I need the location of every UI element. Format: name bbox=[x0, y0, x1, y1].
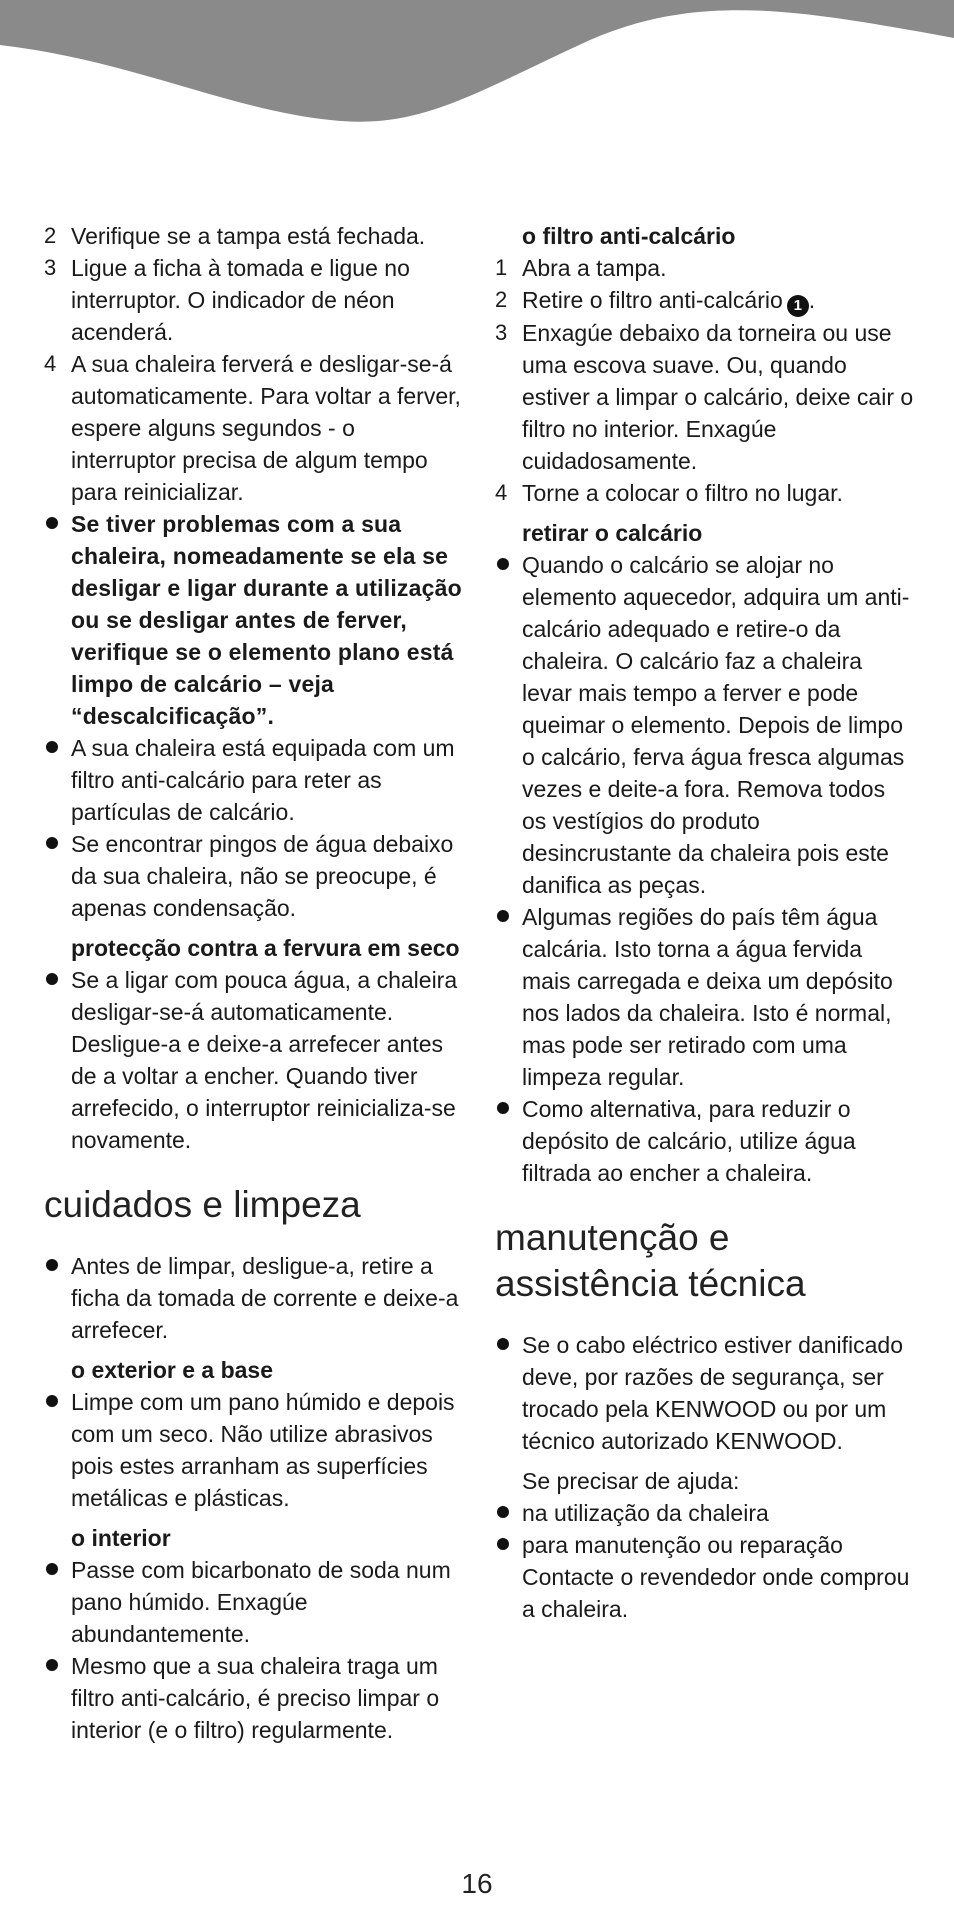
care-cleaning-heading: cuidados e limpeza bbox=[44, 1184, 361, 1225]
bullet-icon bbox=[495, 549, 522, 901]
list-item: Antes de limpar, desligue-a, retire a ficha da tomada de corrente e deixe-a arrefecer. bbox=[44, 1250, 464, 1346]
filter-step-1: 1 Abra a tampa. bbox=[495, 255, 667, 281]
list-item: Mesmo que a sua chaleira traga um filtro anti-calcário, é preciso limpar o interior (e o filtro) regularmente. bbox=[44, 1650, 464, 1746]
dry-boil-heading: protecção contra a fervura em seco bbox=[71, 935, 460, 961]
bullet-icon bbox=[44, 1386, 71, 1514]
left-column bbox=[44, 220, 464, 1746]
bullet-icon bbox=[495, 1529, 522, 1625]
list-item: A sua chaleira está equipada com um filtro anti-calcário para reter as partículas de calcário. bbox=[44, 732, 464, 828]
list-item: Se o cabo eléctrico estiver danificado deve, por razões de segurança, ser trocado pela KENWOOD ou por um técnico autorizado KENWOOD. bbox=[495, 1329, 915, 1457]
list-item: Como alternativa, para reduzir o depósito de calcário, utilize água filtrada ao encher a chaleira. bbox=[495, 1093, 915, 1189]
filter-heading: o filtro anti-calcário bbox=[522, 223, 736, 249]
help-intro: Se precisar de ajuda: bbox=[522, 1468, 740, 1494]
list-item: para manutenção ou reparação Contacte o revendedor onde comprou a chaleira. bbox=[495, 1529, 915, 1625]
bullet-icon bbox=[44, 1650, 71, 1746]
page-number: 16 bbox=[461, 1868, 493, 1899]
bullet-icon bbox=[44, 508, 71, 732]
filter-step-4: 4 Torne a colocar o filtro no lugar. bbox=[495, 480, 843, 506]
header-wave-decoration bbox=[0, 0, 954, 160]
bullet-icon bbox=[44, 964, 71, 1156]
interior-heading: o interior bbox=[71, 1525, 171, 1551]
list-item: Limpe com um pano húmido e depois com um seco. Não utilize abrasivos pois estes arranham as superfícies metálicas e plásticas. bbox=[44, 1386, 464, 1514]
step-2: 2 Verifique se a tampa está fechada. bbox=[44, 223, 426, 249]
filter-step-3: 3 Enxagúe debaixo da torneira ou use uma escova suave. Ou, quando estiver a limpar o calcário, deixe cair o filtro no interior. Enxagúe cuidadosamente. bbox=[495, 320, 914, 474]
list-item: Quando o calcário se alojar no elemento aquecedor, adquira um anti-calcário adequado e retire-o da chaleira. O calcário faz a chaleira levar mais tempo a ferver e pode queimar o elemento. Depois de limpo o calcário, ferva água fresca algumas vezes e deite-a fora. Remova todos os vestígios do produto desincrustante da chaleira pois este danifica as peças. bbox=[495, 549, 915, 901]
bullet-icon bbox=[44, 828, 71, 924]
bullet-icon bbox=[495, 1329, 522, 1457]
list-item: Se encontrar pingos de água debaixo da sua chaleira, não se preocupe, é apenas condensação. bbox=[44, 828, 464, 924]
step-4: 4 A sua chaleira ferverá e desligar-se-á automaticamente. Para voltar a ferver, espere alguns segundos - o interruptor precisa de algum tempo para reinicializar. bbox=[44, 351, 461, 505]
right-column bbox=[495, 220, 915, 1625]
step-3: 3 Ligue a ficha à tomada e ligue no interruptor. O indicador de néon acenderá. bbox=[44, 255, 410, 345]
bullet-icon bbox=[495, 1497, 522, 1529]
list-item: na utilização da chaleira bbox=[495, 1497, 915, 1529]
list-item: Se a ligar com pouca água, a chaleira desligar-se-á automaticamente. Desligue-a e deixe-a arrefecer antes de a voltar a encher. Quando tiver arrefecido, o interruptor reinicializa-se novamente. bbox=[44, 964, 464, 1156]
bullet-icon bbox=[495, 1093, 522, 1189]
bullet-icon bbox=[495, 901, 522, 1093]
exterior-heading: o exterior e a base bbox=[71, 1357, 273, 1383]
bullet-icon bbox=[44, 732, 71, 828]
figure-reference-icon: 1 bbox=[787, 295, 809, 317]
descaling-heading: retirar o calcário bbox=[522, 520, 703, 546]
bullet-icon bbox=[44, 1250, 71, 1346]
list-item: Algumas regiões do país têm água calcária. Isto torna a água fervida mais carregada e deixa um depósito nos lados da chaleira. Isto é normal, mas pode ser retirado com uma limpeza regular. bbox=[495, 901, 915, 1093]
list-item: Passe com bicarbonato de soda num pano húmido. Enxagúe abundantemente. bbox=[44, 1554, 464, 1650]
bullet-icon bbox=[44, 1554, 71, 1650]
warning-bullet: Se tiver problemas com a sua chaleira, nomeadamente se ela se desligar e ligar durante a utilização ou se desligar antes de ferver, verifique se o elemento plano está limpo de calcário – veja “descalcificação”. bbox=[44, 508, 464, 732]
filter-step-2: 2 Retire o filtro anti-calcário 1 . bbox=[495, 284, 915, 317]
service-heading: manutenção e assistência técnica bbox=[495, 1217, 806, 1304]
